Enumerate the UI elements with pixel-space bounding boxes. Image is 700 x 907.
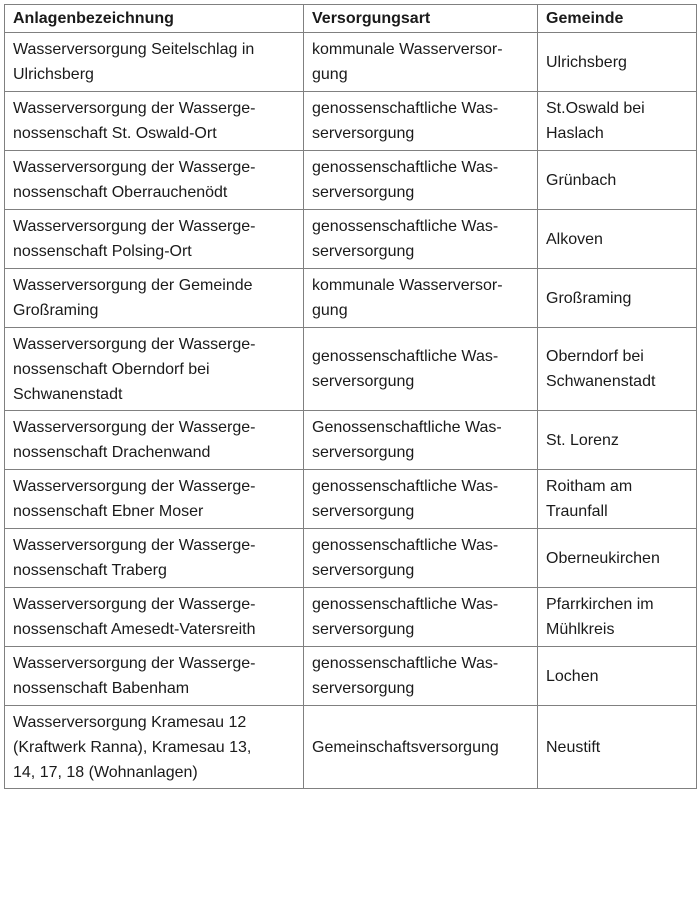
table-row [5, 92, 697, 151]
supply-type-cell: Genossenschaftliche Was- serversorgung [304, 411, 538, 470]
municipality-cell: Pfarrkirchen im Mühlkreis [538, 588, 697, 647]
facility-cell: Wasserversorgung der Gemeinde Großraming [5, 269, 304, 328]
supply-type-cell: genossenschaftliche Was- serversorgung [304, 210, 538, 269]
header-municipality: Gemeinde [538, 5, 697, 33]
facility-cell: Wasserversorgung der Wasserge- nossenschaft Ebner Moser [5, 470, 304, 529]
facility-cell: Wasserversorgung der Wasserge- nossenschaft Amesedt-Vatersreith [5, 588, 304, 647]
municipality-cell: Ulrichsberg [538, 33, 697, 92]
table-row [5, 529, 697, 588]
municipality-cell: Lochen [538, 647, 697, 706]
facility-cell: Wasserversorgung Seitelschlag in Ulrichsberg [5, 33, 304, 92]
municipality-cell: Oberndorf bei Schwanenstadt [538, 328, 697, 411]
facility-cell: Wasserversorgung der Wasserge- nossenschaft Polsing-Ort [5, 210, 304, 269]
supply-type-cell: genossenschaftliche Was- serversorgung [304, 588, 538, 647]
supply-type-cell: genossenschaftliche Was- serversorgung [304, 92, 538, 151]
supply-type-cell: genossenschaftliche Was- serversorgung [304, 328, 538, 411]
municipality-cell: Oberneukirchen [538, 529, 697, 588]
supply-type-cell: kommunale Wasserversor- gung [304, 33, 538, 92]
header-row [5, 5, 697, 33]
table-row [5, 470, 697, 529]
supply-type-cell: genossenschaftliche Was- serversorgung [304, 647, 538, 706]
facility-cell: Wasserversorgung der Wasserge- nossenschaft Oberrauchenödt [5, 151, 304, 210]
water-supply-table [4, 4, 697, 789]
supply-type-cell: genossenschaftliche Was- serversorgung [304, 470, 538, 529]
municipality-cell: St.Oswald bei Haslach [538, 92, 697, 151]
table-row [5, 411, 697, 470]
header-supply-type: Versorgungsart [304, 5, 538, 33]
table-row [5, 151, 697, 210]
table-row [5, 210, 697, 269]
header-facility: Anlagenbezeichnung [5, 5, 304, 33]
municipality-cell: Roitham am Traunfall [538, 470, 697, 529]
supply-type-cell: kommunale Wasserversor- gung [304, 269, 538, 328]
facility-cell: Wasserversorgung der Wasserge- nossenschaft Babenham [5, 647, 304, 706]
facility-cell: Wasserversorgung der Wasserge- nossenschaft Traberg [5, 529, 304, 588]
municipality-cell: Großraming [538, 269, 697, 328]
facility-cell: Wasserversorgung Kramesau 12 (Kraftwerk Ranna), Kramesau 13, 14, 17, 18 (Wohnanlagen) [5, 706, 304, 789]
supply-type-cell: genossenschaftliche Was- serversorgung [304, 151, 538, 210]
table-row [5, 328, 697, 411]
table-row [5, 647, 697, 706]
facility-cell: Wasserversorgung der Wasserge- nossenschaft St. Oswald-Ort [5, 92, 304, 151]
municipality-cell: Grünbach [538, 151, 697, 210]
table-row [5, 33, 697, 92]
municipality-cell: St. Lorenz [538, 411, 697, 470]
municipality-cell: Neustift [538, 706, 697, 789]
table-row [5, 706, 697, 789]
facility-cell: Wasserversorgung der Wasserge- nossenschaft Drachenwand [5, 411, 304, 470]
facility-cell: Wasserversorgung der Wasserge- nossenschaft Oberndorf bei Schwanenstadt [5, 328, 304, 411]
table-row [5, 269, 697, 328]
table-row [5, 588, 697, 647]
supply-type-cell: Gemeinschaftsversorgung [304, 706, 538, 789]
supply-type-cell: genossenschaftliche Was- serversorgung [304, 529, 538, 588]
municipality-cell: Alkoven [538, 210, 697, 269]
